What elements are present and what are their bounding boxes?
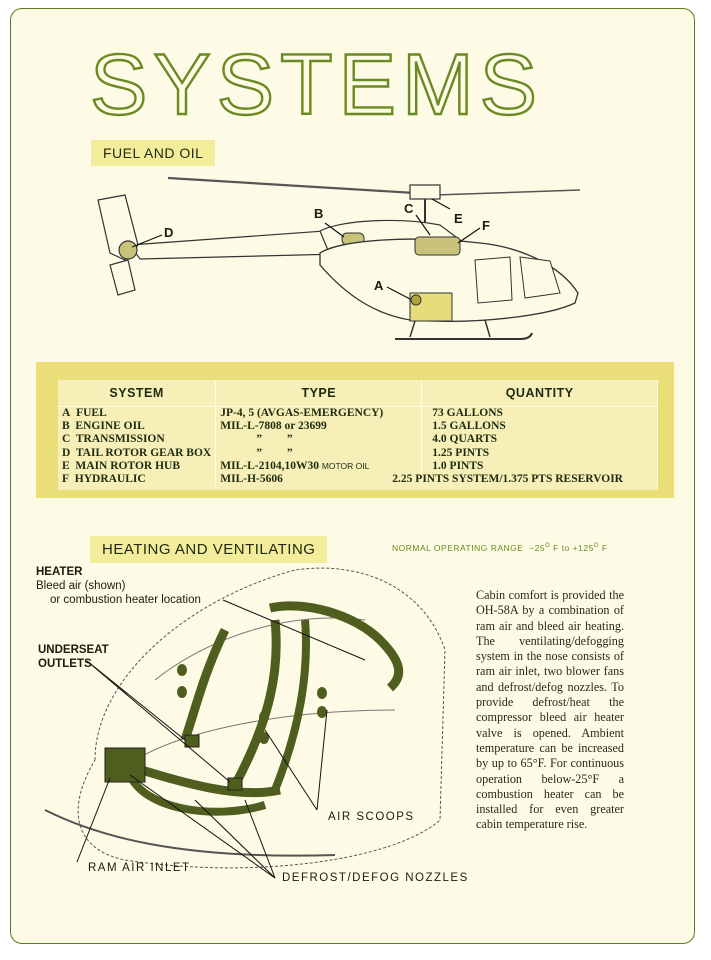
heater-line2: or combustion heater location <box>50 594 201 606</box>
callout-d: D <box>164 225 174 240</box>
operating-range <box>392 543 608 553</box>
callout-f: F <box>482 218 490 233</box>
system-letter: E <box>62 459 70 472</box>
range-unit: F <box>601 543 608 553</box>
heating-description: Cabin comfort is provided the OH-58A by a combination of ram air and bleed air heating. The ventilating/defogging system in the nose consists of ram air inlet, two blower fans and defrost/defog nozzles. To provide defrost/heat the compressor bleed air heater valve is opened. Ambient temperature can be increased by up to 65°F. For continuous operation below-25°F a combustion heater can be installed for even greater cabin temperature rise. <box>476 588 624 832</box>
ram-air-label: RAM AIR INLET <box>88 862 191 874</box>
system-letter: B <box>62 420 70 433</box>
table-header-row <box>58 380 658 407</box>
callout-b: B <box>314 206 324 221</box>
type-text: ” ” <box>256 446 293 459</box>
degree-symbol: O <box>593 543 599 550</box>
system-cell <box>58 433 216 446</box>
heater-line1: Bleed air (shown) <box>36 580 126 592</box>
fuel-oil-table-panel <box>36 362 674 498</box>
air-scoops-label: AIR SCOOPS <box>328 811 415 823</box>
quantity-cell: 1.5 GALLONS <box>422 420 658 433</box>
col-header-system: SYSTEM <box>58 380 216 407</box>
degree-symbol: O <box>545 543 551 550</box>
table-row <box>58 473 658 486</box>
table-row <box>58 447 658 460</box>
col-header-type: TYPE <box>216 380 422 407</box>
table-row <box>58 420 658 433</box>
system-name: ENGINE OIL <box>75 420 145 433</box>
system-name: MAIN ROTOR HUB <box>75 459 180 472</box>
callout-a: A <box>374 278 384 293</box>
table-row <box>58 407 658 421</box>
type-text: ” ” <box>256 433 293 446</box>
fuel-oil-table-body <box>58 380 658 490</box>
underseat-label-1: UNDERSEAT <box>38 644 109 656</box>
system-cell <box>58 447 216 460</box>
callout-e: E <box>454 211 463 226</box>
type-cell <box>216 460 422 473</box>
system-cell <box>58 420 216 433</box>
heating-label: HEATING AND VENTILATING <box>90 536 327 563</box>
table-row <box>58 460 658 473</box>
system-name: FUEL <box>76 407 107 419</box>
system-letter: A <box>62 407 71 419</box>
type-note: MOTOR OIL <box>321 460 370 471</box>
system-cell <box>58 460 216 473</box>
range-label: NORMAL OPERATING RANGE <box>392 543 524 553</box>
type-cell <box>216 420 422 433</box>
system-name: TAIL ROTOR GEAR BOX <box>75 446 212 459</box>
quantity-cell: 2.25 PINTS SYSTEM/1.375 PTS RESERVOIR <box>392 473 628 486</box>
system-name: TRANSMISSION <box>75 433 165 446</box>
system-letter: F <box>62 473 70 486</box>
system-letter: D <box>62 446 71 459</box>
cabin-ventilation-diagram <box>35 560 465 890</box>
heater-title: HEATER <box>36 566 83 578</box>
system-letter: C <box>62 433 71 446</box>
system-cell <box>58 407 216 421</box>
table-row <box>58 433 658 446</box>
type-text: MIL-L-7808 or 23699 <box>220 420 327 433</box>
range-low: −25 <box>529 543 546 553</box>
system-name: HYDRAULIC <box>74 473 146 486</box>
quantity-cell: 73 GALLONS <box>422 407 658 421</box>
type-cell <box>216 433 422 446</box>
system-cell <box>58 473 216 486</box>
quantity-cell: 1.0 PINTS <box>422 460 658 473</box>
type-text: MIL-L-2104,10W30 <box>220 459 319 472</box>
type-cell <box>216 447 422 460</box>
defrost-label: DEFROST/DEFOG NOZZLES <box>282 872 469 884</box>
type-text: JP-4, 5 (AVGAS-EMERGENCY) <box>220 407 384 419</box>
fuel-oil-table <box>58 380 658 486</box>
type-text: MIL-H-5606 <box>220 473 283 486</box>
page-title: SYSTEMS <box>90 37 543 133</box>
callout-c: C <box>404 201 414 216</box>
helicopter-side-diagram <box>80 165 610 355</box>
fuel-oil-label: FUEL AND OIL <box>91 140 215 166</box>
col-header-quantity: QUANTITY <box>422 380 658 407</box>
range-to: F to +125 <box>553 543 594 553</box>
type-cell <box>216 407 422 421</box>
quantity-cell: 4.0 QUARTS <box>422 433 658 446</box>
underseat-label-2: OUTLETS <box>38 658 92 670</box>
quantity-cell: 1.25 PINTS <box>422 447 658 460</box>
